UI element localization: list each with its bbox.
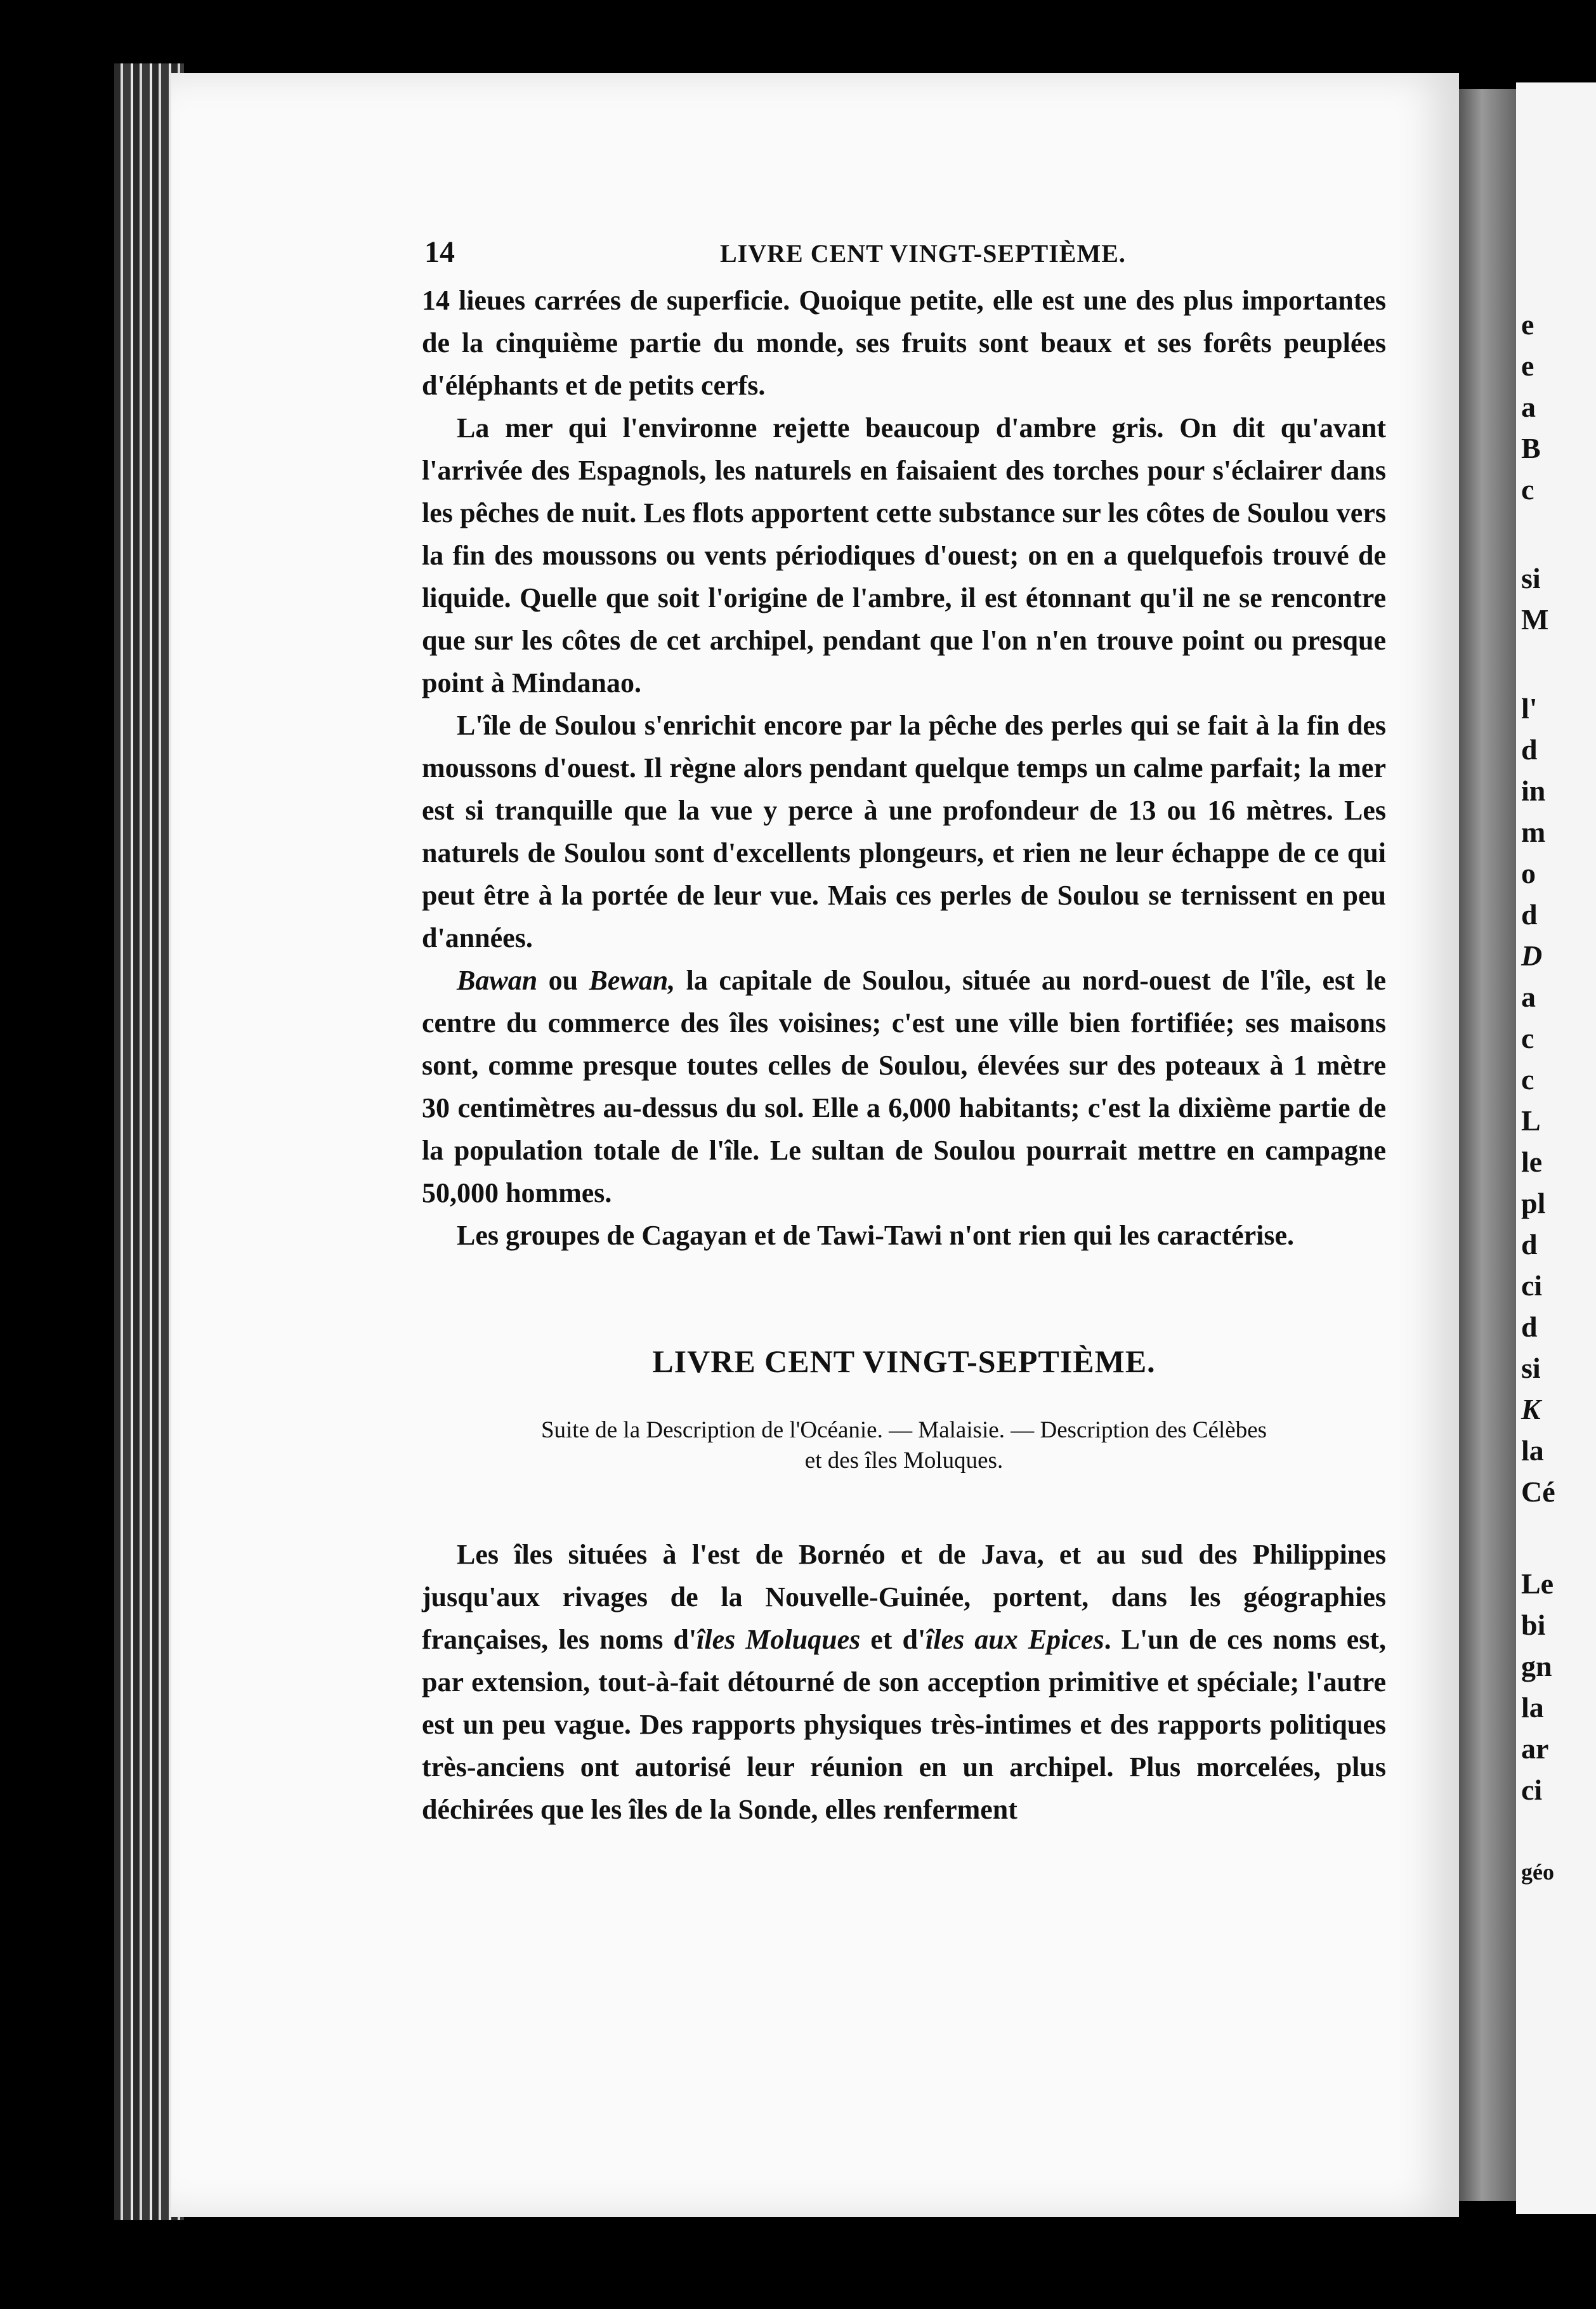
facing-page-fragment: a [1521, 391, 1536, 423]
facing-page-fragment: M [1521, 603, 1549, 636]
paragraph: L'île de Soulou s'enrichit encore par la pêche des perles qui se fait à la fin des moussons d'ouest. Il règne alors pendant quelque temps un calme parfait; la mer est si tranquille que la vue y perce à une profondeur de 13 ou 16 mètres. Les naturels de Soulou sont d'excellents plongeurs, et rien ne leur échappe de ce qui peut être à la portée de leur vue. Mais ces perles de Soulou se ternissent en peu d'années. [422, 710, 1386, 953]
text-run: et d' [860, 1624, 926, 1655]
italic-place-name: Bewan, [589, 965, 676, 996]
book-spine [1459, 89, 1516, 2201]
facing-page-fragment: a [1521, 981, 1536, 1013]
facing-page-fragment: K [1521, 1393, 1541, 1425]
facing-page-fragment: Cé [1521, 1475, 1555, 1508]
facing-page-fragment: l' [1521, 692, 1538, 724]
paragraph: La mer qui l'environne rejette beaucoup d'ambre gris. On dit qu'avant l'arrivée des Espagnols, les naturels en faisaient des torches pour s'éclairer dans les pêches de nuit. Les flots apportent cette substance sur les côtes de Soulou vers la fin des moussons ou vents périodiques d'ouest; on en a quelquefois trouvé de liquide. Quelle que soit l'origine de l'ambre, il est étonnant qu'il ne se rencontre que sur les côtes de cet archipel, pendant que l'on n'en trouve point ou presque point à Mindanao. [422, 412, 1386, 698]
text-run: . L'un de ces noms est, par extension, tout-à-fait détourné de son acception primitive et spéciale; l'autre est un peu vague. Des rapports physiques très-intimes et des rapports politiques très-anciens ont autorisé leur réunion en un archipel. Plus morcelées, plus déchirées que les îles de la Sonde, elles renferment [422, 1624, 1387, 1825]
facing-page-fragment: si [1521, 562, 1541, 594]
facing-page-fragment: d [1521, 1228, 1538, 1260]
facing-page-fragment: L [1521, 1104, 1541, 1137]
facing-page-fragment: gn [1521, 1650, 1552, 1682]
text-run: Les îles situées à l'est de Bornéo et de Java, et au sud des Philippines jusqu'aux rivages de la Nouvelle-Guinée, portent, dans les géographies françaises, les noms d' [422, 1539, 1386, 1655]
text-run: ou [537, 965, 589, 996]
facing-page-fragment: le [1521, 1146, 1543, 1178]
facing-page-fragment: o [1521, 857, 1536, 889]
running-head [422, 235, 1386, 279]
facing-page-fragment: la [1521, 1691, 1544, 1724]
facing-page-fragment: la [1521, 1434, 1544, 1467]
facing-page-edge [1516, 82, 1596, 2214]
paragraph [422, 1533, 1386, 1831]
facing-page-fragment: d [1521, 733, 1538, 766]
facing-page-fragment: c [1521, 473, 1534, 506]
paragraph: Les groupes de Cagayan et de Tawi-Tawi n'ont rien qui les caractérise. [457, 1220, 1295, 1251]
italic-term: îles Moluques [697, 1624, 861, 1655]
facing-page-fragment: c [1521, 1063, 1534, 1096]
facing-page-fragment: ci [1521, 1269, 1543, 1302]
italic-place-name: Bawan [457, 965, 538, 996]
facing-page-fragment: ci [1521, 1774, 1543, 1806]
facing-page-fragment: géo [1521, 1859, 1554, 1885]
paragraph: 14 lieues carrées de superficie. Quoique petite, elle est une des plus importantes de la cinquième partie du monde, ses fruits sont beaux et ses forêts peuplées d'éléphants et de petits cerfs. [422, 285, 1386, 401]
facing-page-fragment: B [1521, 432, 1541, 464]
book-subtitle-line: Suite de la Description de l'Océanie. — Malaisie. — Description des Célèbes [540, 1417, 1267, 1443]
facing-page-fragment: c [1521, 1022, 1534, 1054]
facing-page-fragment: m [1521, 816, 1546, 848]
book-subtitle-line: et des îles Moluques. [804, 1448, 1004, 1474]
facing-page-fragment: e [1521, 308, 1534, 341]
page-number: 14 [424, 235, 455, 269]
facing-page-fragment: Le [1521, 1567, 1554, 1600]
page-text [422, 235, 1386, 1831]
paragraph [422, 959, 1386, 1214]
facing-page-fragment: pl [1521, 1187, 1546, 1219]
facing-page-fragment: D [1521, 939, 1543, 972]
facing-page-fragment: d [1521, 898, 1538, 931]
italic-term: îles aux Epices [926, 1624, 1104, 1655]
facing-page-fragment: d [1521, 1311, 1538, 1343]
text-run: la capitale de Soulou, située au nord-ouest de l'île, est le centre du commerce des îles voisines; c'est une ville bien fortifiée; ses maisons sont, comme presque toutes celles de Soulou, élevées sur des poteaux à 1 mètre 30 centimètres au-dessus du sol. Elle a 6,000 habitants; c'est la dixième partie de la population totale de l'île. Le sultan de Soulou pourrait mettre en campagne 50,000 hommes. [422, 965, 1386, 1208]
book-subtitle [422, 1415, 1386, 1476]
facing-page-fragment: e [1521, 350, 1534, 382]
book-title: LIVRE CENT VINGT-SEPTIÈME. [652, 1344, 1156, 1379]
facing-page-fragment: ar [1521, 1732, 1549, 1765]
facing-page-fragment: in [1521, 775, 1546, 807]
facing-page-fragment: bi [1521, 1609, 1546, 1641]
running-title: LIVRE CENT VINGT-SEPTIÈME. [720, 239, 1126, 268]
facing-page-fragment: si [1521, 1352, 1541, 1384]
